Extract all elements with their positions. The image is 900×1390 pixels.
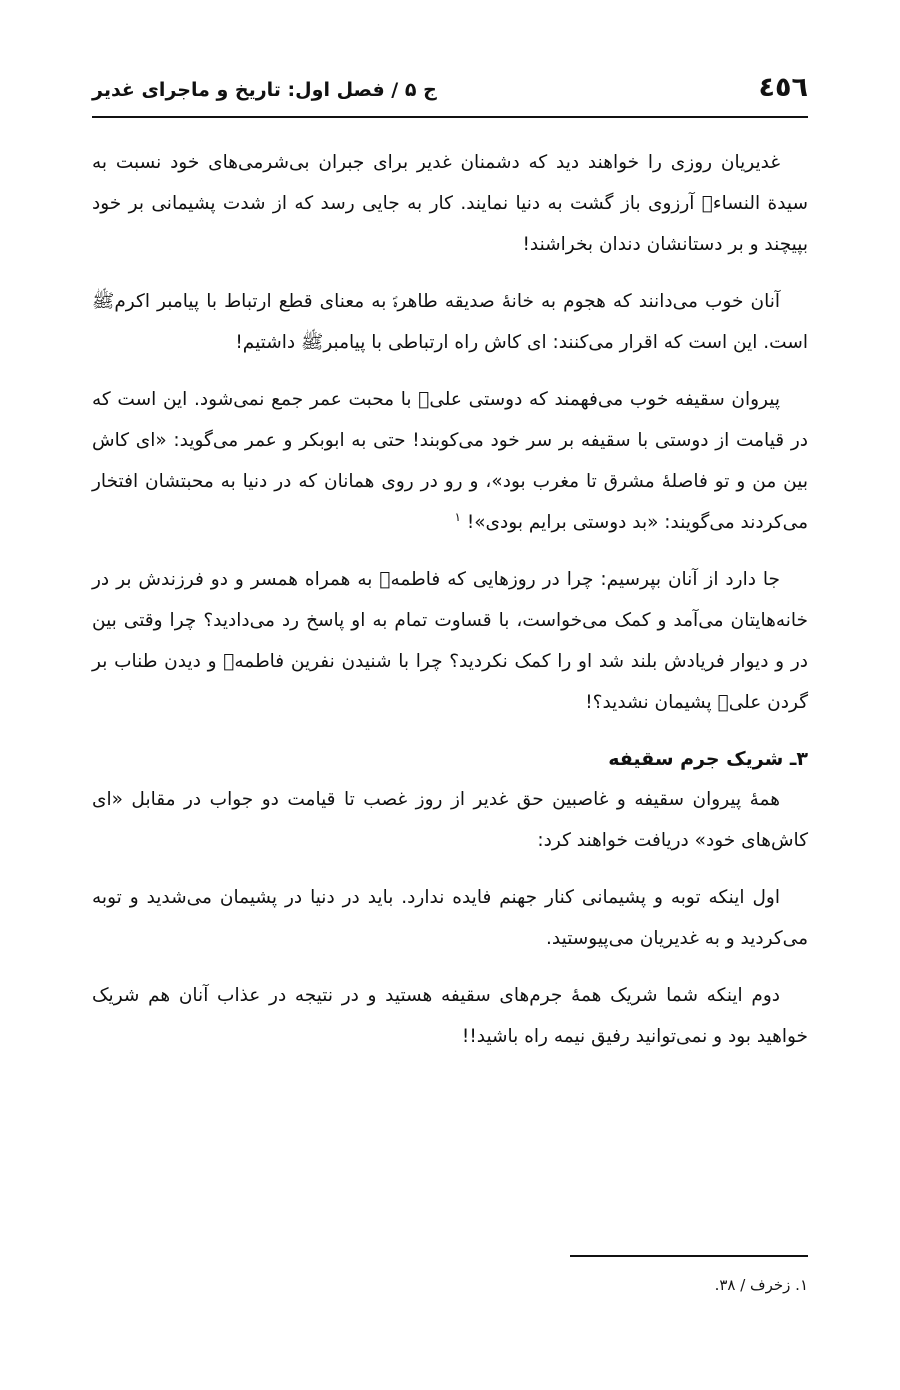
section-paragraph-3: دوم اینکه شما شریک همۀ جرم‌های سقیفه هستید و در نتیجه در عذاب آنان هم شریک خواهید بود و نمی‌توانید رفیق نیمه راه باشید!! [92,985,808,1047]
paragraph-1: غدیریان روزی را خواهند دید که دشمنان غدیر برای جبران بی‌شرمی‌های خود نسبت به سیدة النساءؐ آرزوی باز گشت به دنیا نمایند. کار به جایی رسد که از شدت پشیمانی بر خود بپیچند و بر دستانشان دندان بخراشند! [92,152,808,255]
page-header [92,70,808,110]
page-body [92,142,808,1073]
paragraph-2: آنان خوب می‌دانند که هجوم به خانۀ صدیقه طاهرهؐ به معنای قطع ارتباط با پیامبر اکرمﷺ است. این است که اقرار می‌کنند: ای کاش راه ارتباطی با پیامبرﷺ داشتیم! [92,291,808,353]
section-heading: ۳ـ شریک جرم سقیفه [608,748,808,770]
section-paragraph-1: همۀ پیروان سقیفه و غاصبین حق غدیر از روز غصب تا قیامت دو جواب در مقابل «ای کاش‌های خود» دریافت خواهند کرد: [92,789,808,851]
paragraph-3-text: پیروان سقیفه خوب می‌فهمند که دوستی علیؑ با محبت عمر جمع نمی‌شود. این است که در قیامت از دوستی با سقیفه بر سر خود می‌کوبند! حتی به ابوبکر و عمر می‌گوید: «ای کاش بین من و تو فاصلۀ مشرق تا مغرب بود»، و رو در روی همانان که در دنیا به محبتشان افتخار می‌کردند می‌گویند: «بد دوستی برایم بودی»! [92,389,808,533]
footnote: ١. زخرف / ٣٨. [714,1276,808,1294]
page-number: ٤٥٦ [758,72,808,103]
paragraph-4: جا دارد از آنان بپرسیم: چرا در روزهایی که فاطمهؐ به همراه همسر و دو فرزندش بر در خانه‌هایتان می‌آمد و کمک می‌خواست، با قساوت تمام به او پاسخ رد می‌دادید؟ چرا وقتی بین در و دیوار فریادش بلند شد او را کمک نکردید؟ چرا با شنیدن نفرین فاطمهؐ و دیدن طناب بر گردن علیؑ پشیمان نشدید؟! [92,569,808,713]
book-page [92,0,808,1390]
footnote-reference: ١ [454,509,461,524]
running-title: ج ۵ / فصل اول: تاریخ و ماجرای غدیر [92,79,437,101]
footnote-rule [570,1255,808,1257]
section-paragraph-2: اول اینکه توبه و پشیمانی کنار جهنم فایده ندارد. باید در دنیا در پشیمان می‌شدید و توبه می‌کردید و به غدیریان می‌پیوستید. [92,887,808,949]
header-rule [92,116,808,118]
paragraph-3 [92,379,808,543]
